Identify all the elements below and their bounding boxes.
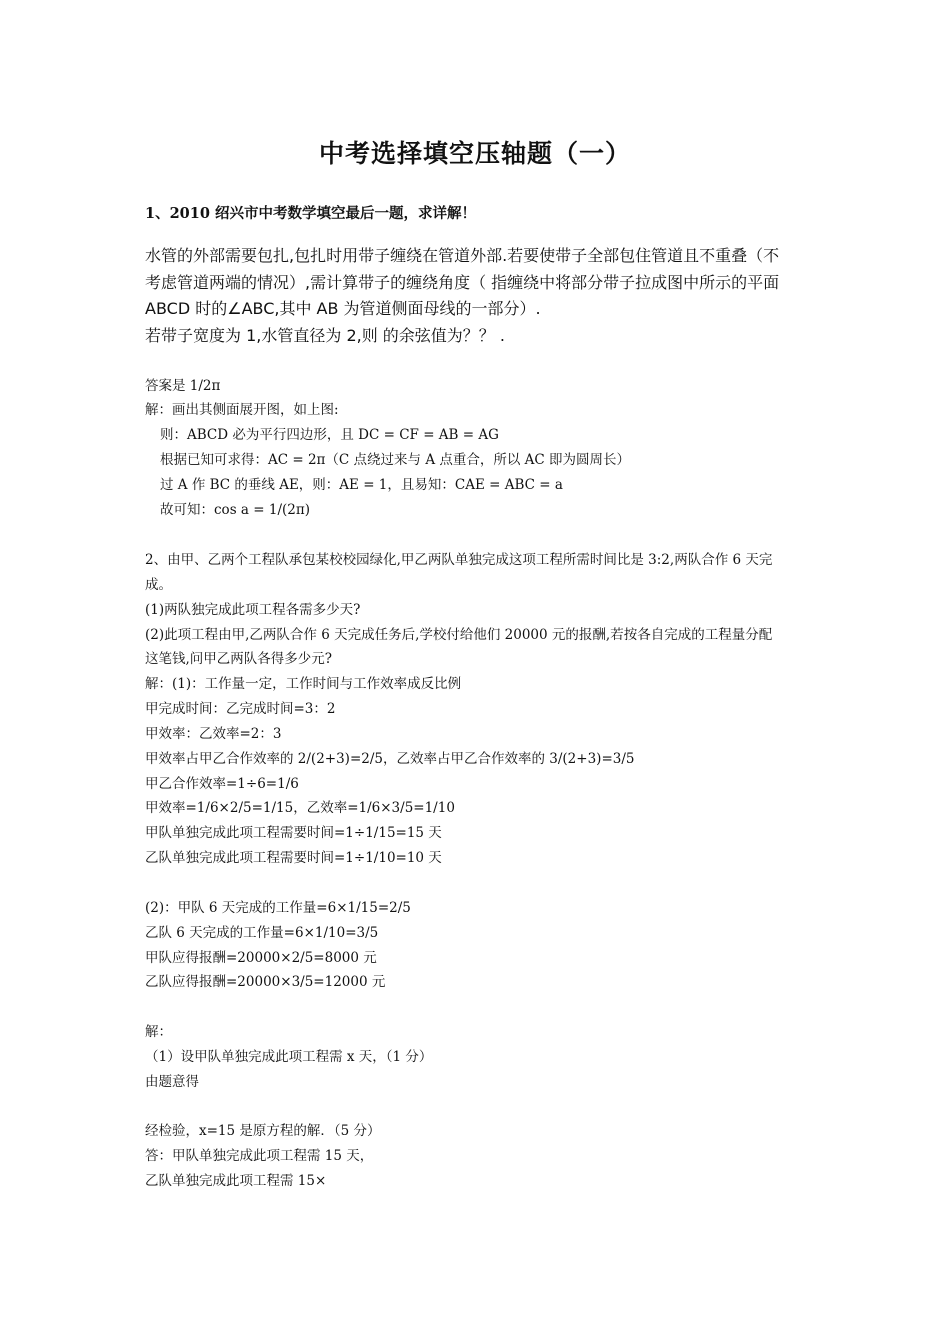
q1-solution-line: 故可知：cos a = 1/(2π) [160, 502, 310, 518]
q2-alt-solution-line: 解： [145, 1024, 172, 1040]
q2-solution-part2-line: 甲队应得报酬=20000×2/5=8000 元 [145, 950, 377, 966]
q1-problem-line: 考虑管道两端的情况）,需计算带子的缠绕角度（ 指缠绕中将部分带子拉成图中所示的平面 [145, 273, 780, 292]
q2-solution-part2-line: 乙队应得报酬=20000×3/5=12000 元 [145, 974, 386, 990]
q2-solution-line: 乙队单独完成此项工程需要时间=1÷1/10=10 天 [145, 850, 442, 866]
q2-solution-line: 甲完成时间：乙完成时间=3：2 [145, 701, 336, 717]
page-title: 中考选择填空压轴题（一） [318, 139, 631, 168]
q1-problem-line: 水管的外部需要包扎,包扎时用带子缠绕在管道外部.若要使带子全部包住管道且不重叠（不 [145, 246, 780, 265]
q1-solution-line: 根据已知可求得：AC = 2π（C 点绕过来与 A 点重合，所以 AC 即为圆周长） [160, 452, 631, 468]
q1-heading: 1、2010 绍兴市中考数学填空最后一题，求详解！ [145, 205, 476, 222]
q1-solution-line: 过 A 作 BC 的垂线 AE，则：AE = 1，且易知：CAE = ABC = a [160, 477, 563, 493]
q2-problem-line: 2、由甲、乙两个工程队承包某校校园绿化,甲乙两队单独完成这项工程所需时间比是 3:2,两队合作 6 天完 [145, 552, 773, 568]
q2-solution-line: 甲队单独完成此项工程需要时间=1÷1/15=15 天 [145, 825, 442, 841]
q2-solution-line: 甲乙合作效率=1÷6=1/6 [145, 776, 299, 792]
q2-solution-line: 甲效率：乙效率=2：3 [145, 726, 282, 742]
q2-solution-line: 甲效率占甲乙合作效率的 2/(2+3)=2/5，乙效率占甲乙合作效率的 3/(2+3)=3/5 [145, 751, 635, 767]
q2-alt-conclusion-line: 经检验，x=15 是原方程的解．（5 分） [145, 1123, 381, 1139]
q2-alt-solution-line: 由题意得 [145, 1074, 199, 1090]
q1-solution-line: 解：画出其侧面展开图，如上图: [145, 402, 339, 418]
q1-answer: 答案是 1/2π [145, 378, 221, 394]
q2-alt-conclusion-line: 答：甲队单独完成此项工程需 15 天， [145, 1148, 374, 1164]
q2-problem-line: (2)此项工程由甲,乙两队合作 6 天完成任务后,学校付给他们 20000 元的报酬,若按各自完成的工程量分配 [145, 627, 773, 643]
q2-alt-solution-line: （1）设甲队单独完成此项工程需 x 天，（1 分） [145, 1049, 433, 1065]
q2-solution-line: 解：(1)：工作量一定，工作时间与工作效率成反比例 [145, 676, 462, 692]
q2-problem-line: 成。 [145, 577, 172, 593]
q1-problem-line: ABCD 时的∠ABC,其中 AB 为管道侧面母线的一部分）. [145, 299, 541, 318]
q2-solution-part2-line: 乙队 6 天完成的工作量=6×1/10=3/5 [145, 925, 379, 941]
q2-solution-line: 甲效率=1/6×2/5=1/15，乙效率=1/6×3/5=1/10 [145, 800, 455, 816]
q1-solution-line: 则：ABCD 必为平行四边形，且 DC = CF = AB = AG [160, 427, 499, 443]
q1-problem-line: 若带子宽度为 1,水管直径为 2,则 的余弦值为？？ . [145, 326, 505, 345]
q2-solution-part2-line: (2)：甲队 6 天完成的工作量=6×1/15=2/5 [145, 900, 411, 916]
q2-problem-line: 这笔钱,问甲乙两队各得多少元? [145, 651, 333, 667]
q2-alt-conclusion-line: 乙队单独完成此项工程需 15× [145, 1173, 327, 1189]
q2-problem-line: (1)两队独完成此项工程各需多少天? [145, 602, 361, 618]
